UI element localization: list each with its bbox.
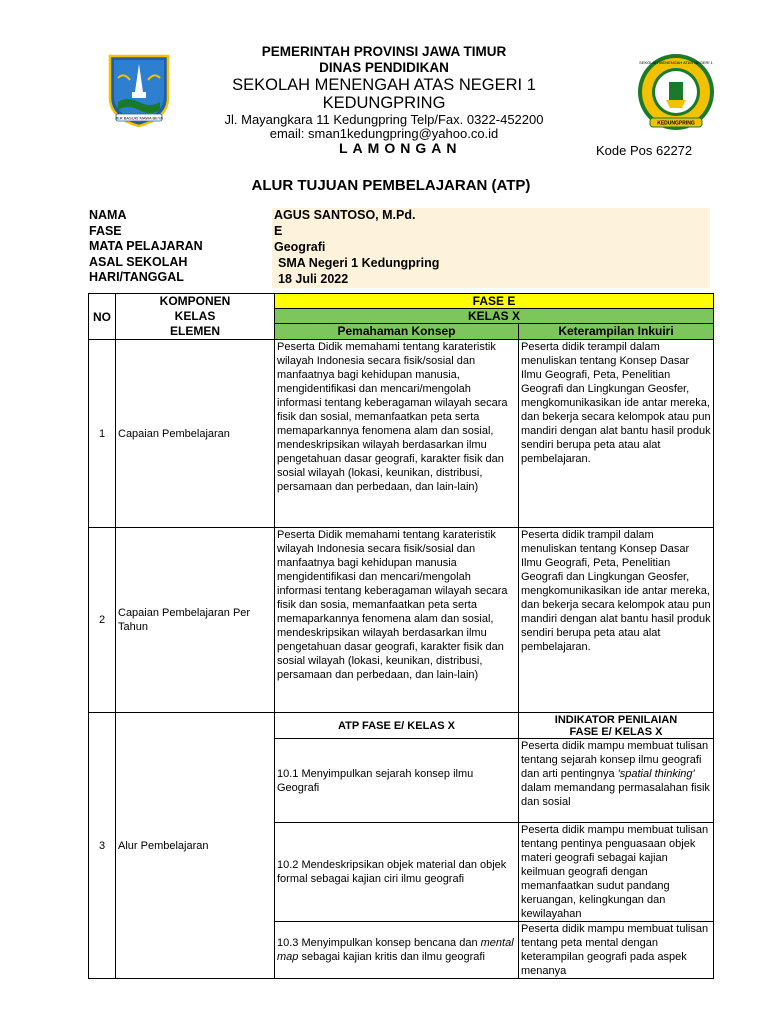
value-nama: AGUS SANTOSO, M.Pd. [274,208,416,222]
indicator-item-text: Peserta didik mampu membuat tulisan tentang pentinya penguasaan objek materi geografi sebagai kajian keilmuan geografi dengan memanfaatkan sudut pandang keruangan, kelingkungan dan kewilayahan [519,823,714,922]
row-component: Capaian Pembelajaran [116,340,275,528]
table-row [89,713,714,739]
label-fase: FASE [89,224,122,238]
indicator-text: Peserta didik mampu membuat tulisan tentang sejarah konsep ilmu geografi dan arti pentingnya [521,740,709,780]
row-pemahaman-text: Peserta Didik memahami tentang karateristik wilayah Indonesia secara fisik/sosial dan manfaatnya bagi kehidupan manusia, mengidentifikasi dan mencari/mengolah informasi tentang keberagaman wilayah secara fisik dan sosial, memanfaatkan peta serta memaparkannya fenomena alam dan sosial, mendeskripsikan wilayah berdasarkan ilmu pengetahuan dasar geografi, karakter fisik dan sosial wilayah (lokasi, keunikan, distribusi, persamaan dan perbedaan, dan lain-lain) [275,340,519,528]
header-fase: FASE E [275,294,714,309]
row-number: 3 [89,713,116,979]
header-komponen: KOMPONEN [116,294,275,309]
row-number: 2 [89,528,116,713]
header-pemahaman-konsep: Pemahaman Konsep [275,324,519,340]
header-kelas: KELAS [116,309,275,324]
city-name: LAMONGAN [339,140,462,156]
row-keterampilan-text: Peserta didik trampil dalam menuliskan tentang Konsep Dasar Ilmu Geografi, Peta, Penelitian Geografi dan Lingkungan Geosfer, mengkomunikasikan ide antar mereka, dan bekerja secara kelompok atau pun mandiri dengan alat bantu hasil produk sendiri berupa peta atau alat pembelajaran. [519,528,714,713]
value-asal-sekolah: SMA Negeri 1 Kedungpring [278,256,440,270]
header-elemen: ELEMEN [116,324,275,340]
school-address: Jl. Mayangkara 11 Kedungpring Telp/Fax. 0322-452200 [224,112,544,127]
value-hari-tanggal: 18 Juli 2022 [278,272,349,286]
atp-table [88,293,714,979]
row-component: Capaian Pembelajaran Per Tahun [116,528,275,713]
government-name: PEMERINTAH PROVINSI JAWA TIMUR [261,44,507,59]
header-no: NO [89,294,116,340]
row-pemahaman-text: Peserta Didik memahami tentang karateristik wilayah Indonesia secara fisik/sosial dan manfaatnya bagi kehidupan manusia mengidentifikasi dan mencari/mengolah informasi tentang keberagaman wilayah secara fisik dan sosia, memanfaatkan peta serta memaparkannya fenomena alam dan sosial, mendeskripsikan wilayah berdasarkan ilmu pengetahuan dasar geografi, karakter fisik dan sosial wilayah (lokasi, keunikan, distribusi, persamaan dan perbedaan, dan lain-lain) [275,528,519,713]
header-keterampilan-inkuiri: Keterampilan Inkuiri [519,324,714,340]
atp-item-text: 10.1 Menyimpulkan sejarah konsep ilmu Geografi [275,739,519,823]
indicator-item-text [519,739,714,823]
indicator-item-text: Peserta didik mampu membuat tulisan tentang peta mental dengan keterampilan geografi pada aspek menanya [519,922,714,979]
indicator-text-end: dalam memandang permasalahan fisik dan sosial [521,782,710,808]
postal-code: Kode Pos 62272 [596,143,693,158]
label-nama: NAMA [89,208,127,222]
label-mata-pelajaran: MATA PELAJARAN [89,239,203,253]
atp-item-text [275,922,519,979]
indicator-header-line2: FASE E/ KELAS X [569,725,663,738]
value-mata-pelajaran: Geografi [274,240,326,254]
indicator-header-line1: INDIKATOR PENILAIAN [554,713,678,726]
table-row [89,340,714,528]
table-row [89,528,714,713]
value-fase: E [274,224,283,238]
label-asal-sekolah: ASAL SEKOLAH [89,255,188,269]
atp-text-end: sebagai kajian kritis dan ilmu geografi [298,951,485,963]
department-name: DINAS PENDIDIKAN [319,60,449,75]
row-keterampilan-text: Peserta didik terampil dalam menuliskan tentang Konsep Dasar Ilmu Geografi, Peta, Penelitian Geografi dan Lingkungan Geosfer, mengkomunikasikan ide antar mereka, dan bekerja secara kelompok atau pun mandiri dengan alat bantu hasil produk sendiri berupa peta atau alat pembelajaran. [519,340,714,528]
school-email: email: sman1kedungpring@yahoo.co.id [269,126,499,141]
right-logo-school-name: KEDUNGPRING [657,120,695,127]
indicator-emphasis: 'spatial thinking' [617,768,695,780]
label-hari-tanggal: HARI/TANGGAL [89,270,184,284]
left-logo-motto: JER BASUKI MAWA BEYA [115,115,163,121]
atp-text: 10.3 Menyimpulkan konsep bencana dan [277,937,481,949]
document-title: ALUR TUJUAN PEMBELAJARAN (ATP) [251,177,531,194]
school-name: SEKOLAH MENENGAH ATAS NEGERI 1 [232,76,536,94]
school-name-location: KEDUNGPRING [322,94,446,112]
atp-column-header: ATP FASE E/ KELAS X [275,713,519,739]
header-kelas-x: KELAS X [275,309,714,324]
right-logo-ring-text: SEKOLAH MENENGAH ATAS NEGERI 1 [639,60,713,65]
indicator-column-header [519,713,714,739]
atp-emphasis: mental map [277,937,514,963]
atp-item-text: 10.2 Mendeskripsikan objek material dan objek formal sebagai kajian ciri ilmu geografi [275,823,519,922]
row-component: Alur Pembelajaran [116,713,275,979]
row-number: 1 [89,340,116,528]
